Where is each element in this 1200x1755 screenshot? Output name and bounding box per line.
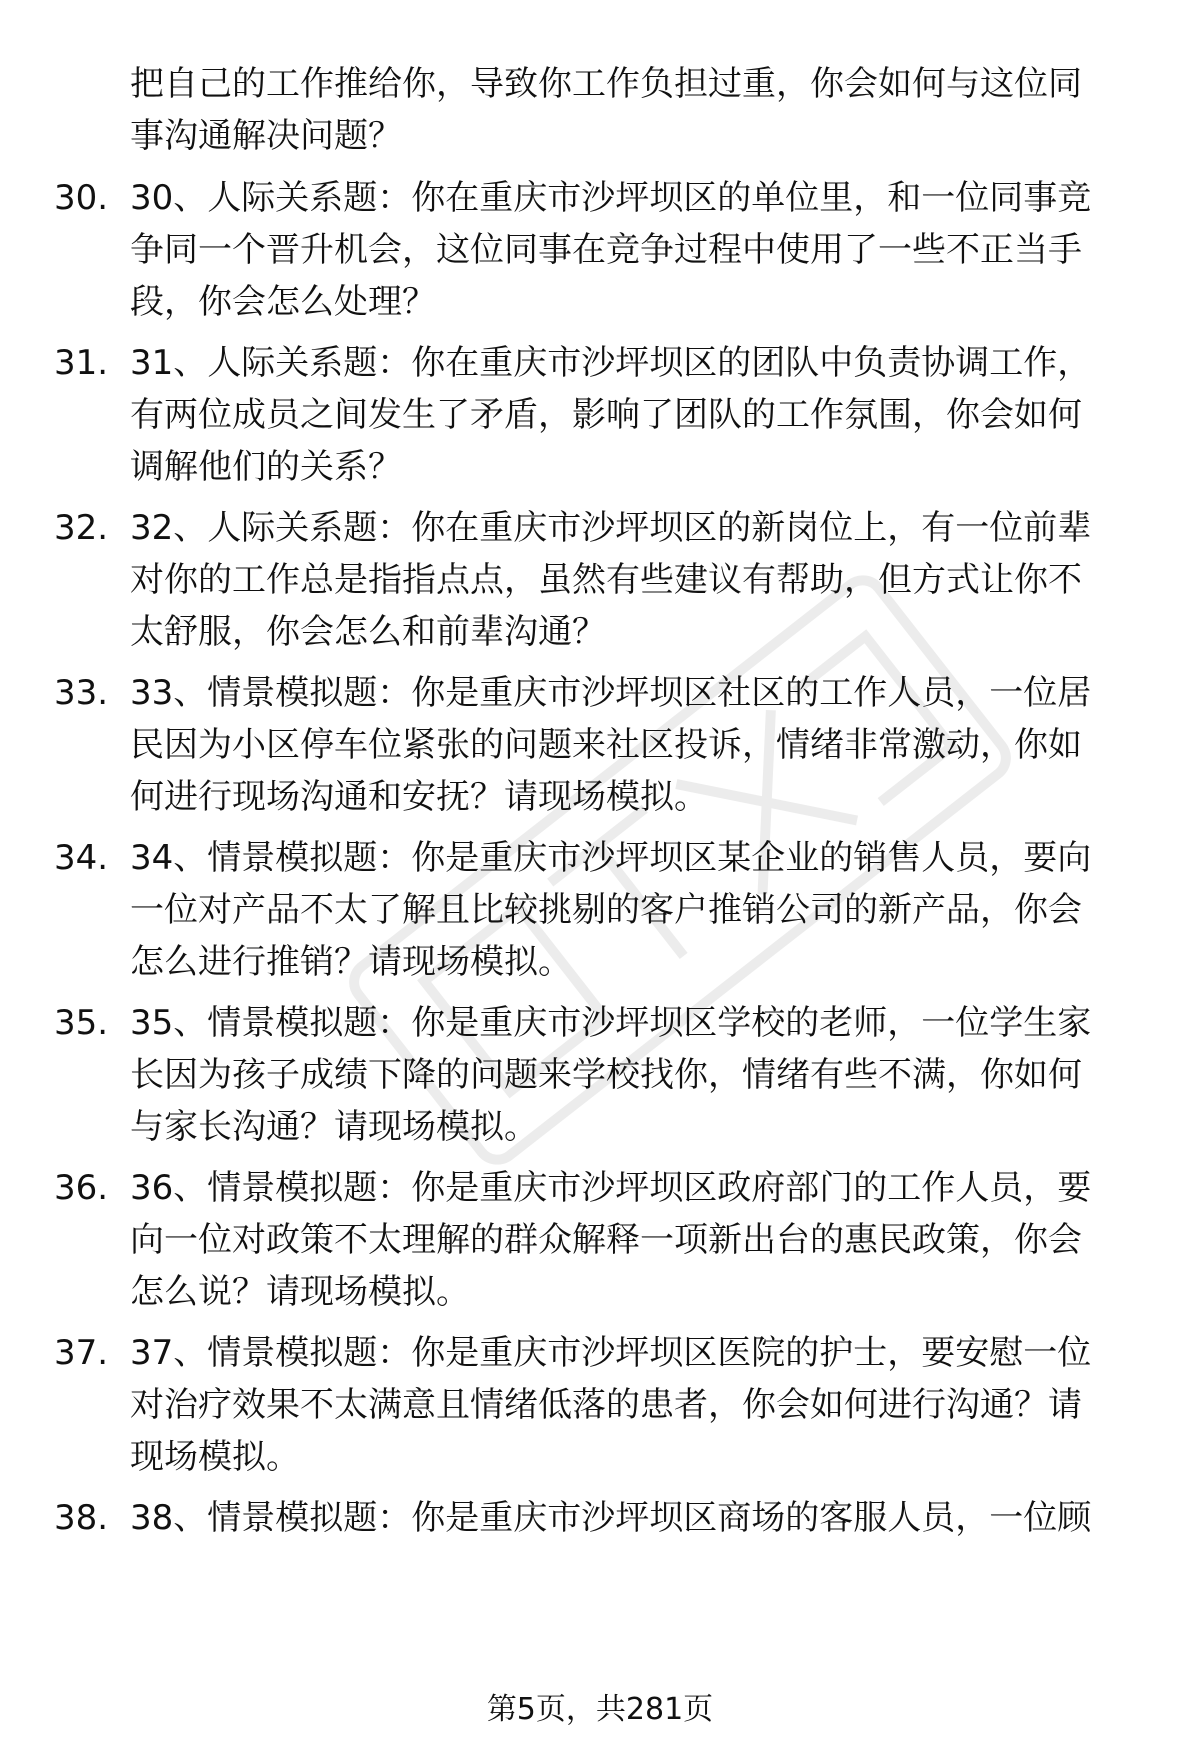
continuation-text: 把自己的工作推给你，导致你工作负担过重，你会如何与这位同 事沟通解决问题？ (130, 64, 1082, 156)
item-number: 30. (54, 178, 109, 218)
page-footer: 第5页，共281页 (486, 1692, 714, 1727)
item-number: 33. (54, 673, 109, 713)
item-text: 30、人际关系题：你在重庆市沙坪坝区的单位里，和一位同事竞 争同一个晋升机会，这位同事在竞争过程中使用了一些不正当手 段，你会怎么处理？ (130, 178, 1092, 322)
item-number: 36. (54, 1168, 109, 1208)
item-text: 34、情景模拟题：你是重庆市沙坪坝区某企业的销售人员，要向 一位对产品不太了解且比较挑剔的客户推销公司的新产品，你会 怎么进行推销？请现场模拟。 (130, 838, 1092, 982)
item-text: 36、情景模拟题：你是重庆市沙坪坝区政府部门的工作人员，要 向一位对政策不太理解的群众解释一项新出台的惠民政策，你会 怎么说？请现场模拟。 (130, 1168, 1092, 1312)
item-text: 31、人际关系题：你在重庆市沙坪坝区的团队中负责协调工作， 有两位成员之间发生了矛盾，影响了团队的工作氛围，你会如何 调解他们的关系？ (130, 343, 1092, 487)
item-text: 33、情景模拟题：你是重庆市沙坪坝区社区的工作人员，一位居 民因为小区停车位紧张的问题来社区投诉，情绪非常激动，你如 何进行现场沟通和安抚？请现场模拟。 (130, 673, 1092, 817)
item-text: 35、情景模拟题：你是重庆市沙坪坝区学校的老师，一位学生家 长因为孩子成绩下降的问题来学校找你，情绪有些不满，你如何 与家长沟通？请现场模拟。 (130, 1003, 1092, 1147)
item-number: 31. (54, 343, 109, 383)
item-number: 38. (54, 1498, 109, 1538)
item-text: 38、情景模拟题：你是重庆市沙坪坝区商场的客服人员，一位顾 (130, 1498, 1092, 1538)
item-number: 34. (54, 838, 109, 878)
item-text: 32、人际关系题：你在重庆市沙坪坝区的新岗位上，有一位前辈 对你的工作总是指指点点，虽然有些建议有帮助，但方式让你不 太舒服，你会怎么和前辈沟通？ (130, 508, 1092, 652)
item-text: 37、情景模拟题：你是重庆市沙坪坝区医院的护士，要安慰一位 对治疗效果不太满意且情绪低落的患者，你会如何进行沟通？请 现场模拟。 (130, 1333, 1092, 1477)
item-number: 35. (54, 1003, 109, 1043)
item-number: 32. (54, 508, 109, 548)
item-number: 37. (54, 1333, 109, 1373)
